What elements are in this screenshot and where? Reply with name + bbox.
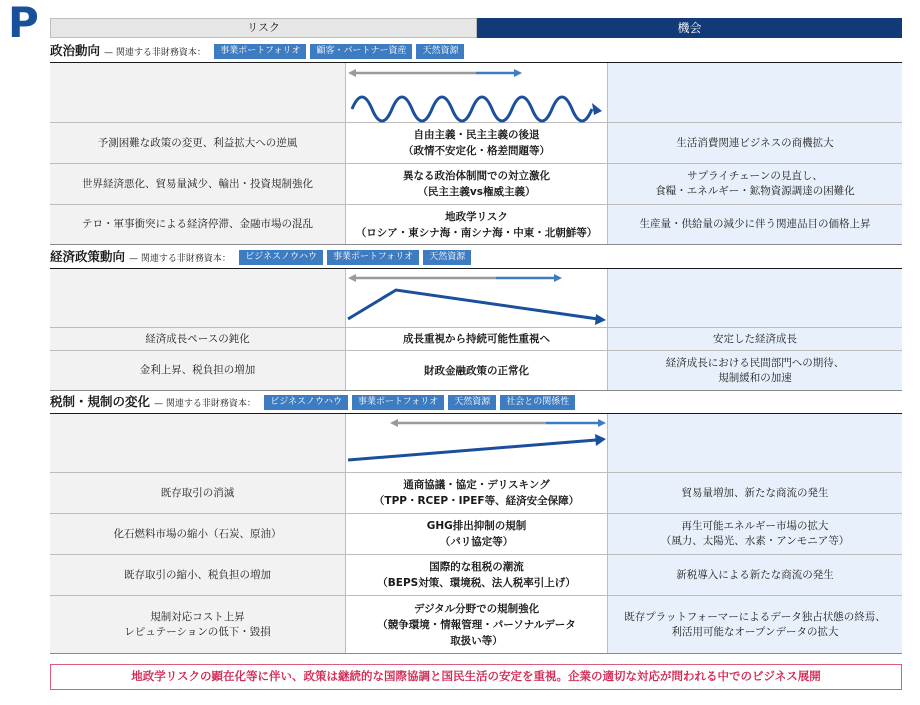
table-row <box>50 596 902 654</box>
capital-tag: ビジネスノウハウ <box>264 395 348 410</box>
capital-tag: 社会との関係性 <box>500 395 575 410</box>
tax-regulation-table <box>50 413 902 654</box>
risk-text: 既存取引の縮小、税負担の増加 <box>124 568 271 581</box>
trend-text: 通商協議・協定・デリスキング <box>403 479 550 491</box>
opportunity-text: 経済成長における民間部門への期待、 <box>665 356 845 369</box>
trend-row <box>50 414 902 473</box>
capital-tag: 天然資源 <box>448 395 496 410</box>
opportunity-cell <box>608 514 902 554</box>
opportunity-text: 貿易量増加、新たな商流の発生 <box>681 486 829 499</box>
section-heading: 政治動向 <box>50 43 101 58</box>
trend-cell <box>346 473 608 513</box>
summary-banner: 地政学リスクの顕在化等に伴い、政策は継続的な国際協調と国民生活の安定を重視。企業の適切な対応が問われる中でのビジネス展開 <box>50 664 902 690</box>
opportunity-cell <box>608 164 902 204</box>
opportunity-text: 食糧・エネルギー・鉱物資源調達の困難化 <box>655 185 855 197</box>
risk-cell <box>50 328 346 350</box>
trend-text: 財政金融政策の正常化 <box>424 364 529 377</box>
trend-cell <box>346 596 608 653</box>
trend-text: 取扱い等） <box>450 634 503 647</box>
capital-tag: 天然資源 <box>416 44 464 59</box>
risk-text: テロ・軍事衝突による経済停滞、金融市場の混乱 <box>82 218 313 230</box>
capital-tag: 事業ポートフォリオ <box>327 250 419 265</box>
table-row <box>50 555 902 596</box>
trend-cell <box>346 351 608 390</box>
risk-cell <box>50 205 346 244</box>
trend-cell <box>346 328 608 350</box>
risk-text: レピュテーションの低下・毀損 <box>124 625 271 638</box>
risk-text: 予測困難な政策の変更、利益拡大への逆風 <box>97 136 298 149</box>
table-row <box>50 205 902 245</box>
opportunity-cell <box>608 351 902 390</box>
trend-text: （TPP・RCEP・IPEF等、経済安全保障） <box>373 495 580 507</box>
trend-text: 国際的な租税の潮流 <box>429 561 524 573</box>
trend-risk-cell <box>50 414 346 472</box>
capital-tag: 事業ポートフォリオ <box>214 44 306 59</box>
opportunity-cell <box>608 328 902 350</box>
trend-text: （政情不安定化・格差問題等） <box>403 145 550 157</box>
opportunity-text: 利活用可能なオープンデータの拡大 <box>671 625 839 638</box>
trend-risk-cell <box>50 63 346 122</box>
opportunity-text: 生活消費関連ビジネスの商機拡大 <box>676 136 834 149</box>
opportunity-text: 規制緩和の加速 <box>718 371 792 384</box>
opportunity-text: 再生可能エネルギー市場の拡大 <box>681 520 829 532</box>
section-title-economic-policy <box>50 247 471 267</box>
peak-decline-trend-graphic <box>346 269 607 328</box>
risk-cell <box>50 555 346 595</box>
trend-graphic-cell <box>346 63 608 122</box>
section-heading: 税制・規制の変化 <box>50 394 151 409</box>
section-title-tax-regulation <box>50 392 575 412</box>
trend-cell <box>346 164 608 204</box>
opportunity-text: 新税導入による新たな商流の発生 <box>676 568 834 581</box>
trend-text: 異なる政治体制間での対立激化 <box>403 170 550 182</box>
opportunity-text: （風力、太陽光、水素・アンモニア等） <box>660 535 850 547</box>
economic-policy-table <box>50 268 902 391</box>
opportunity-text: サプライチェーンの見直し、 <box>687 170 823 182</box>
risk-cell <box>50 473 346 513</box>
section-title-politics <box>50 41 464 61</box>
trend-opp-cell <box>608 63 902 122</box>
table-row <box>50 351 902 391</box>
opportunity-cell <box>608 596 902 653</box>
table-row <box>50 328 902 351</box>
trend-graphic-cell <box>346 269 608 327</box>
trend-text: （パリ協定等） <box>439 536 514 548</box>
risk-text: 金利上昇、税負担の増加 <box>139 364 256 376</box>
trend-text: 地政学リスク <box>445 210 508 223</box>
trend-cell <box>346 555 608 595</box>
trend-opp-cell <box>608 414 902 472</box>
opportunity-header: 機会 <box>477 18 902 38</box>
trend-graphic-cell <box>346 414 608 472</box>
risk-text: 規制対応コスト上昇 <box>150 610 245 623</box>
trend-text: デジタル分野での規制強化 <box>413 602 540 615</box>
risk-cell <box>50 164 346 204</box>
risk-text: 化石燃料市場の縮小（石炭、原油） <box>113 527 282 540</box>
opportunity-text: 生産量・供給量の減少に伴う関連品目の価格上昇 <box>639 218 871 230</box>
section-subtitle: — 関連する非財務資本： <box>104 48 206 58</box>
risk-cell <box>50 514 346 554</box>
section-heading: 経済政策動向 <box>50 249 126 264</box>
opportunity-text: 安定した経済成長 <box>713 332 797 345</box>
risk-text: 世界経済悪化、貿易量減少、輸出・投資規制強化 <box>82 177 313 190</box>
table-row <box>50 473 902 514</box>
trend-text: （BEPS対策、環境税、法人税率引上げ） <box>377 577 576 589</box>
table-row <box>50 514 902 555</box>
capital-tag: 天然資源 <box>423 250 471 265</box>
trend-text: 成長重視から持続可能性重視へ <box>403 333 550 345</box>
trend-row <box>50 63 902 123</box>
opportunity-cell <box>608 555 902 595</box>
trend-cell <box>346 514 608 554</box>
risk-header: リスク <box>50 18 477 38</box>
trend-text: （ロシア・東シナ海・南シナ海・中東・北朝鮮等） <box>355 226 598 239</box>
trend-row <box>50 269 902 328</box>
trend-opp-cell <box>608 269 902 327</box>
politics-table <box>50 62 902 245</box>
capital-tags <box>214 44 464 59</box>
risk-text: 経済成長ペースの鈍化 <box>145 332 250 345</box>
opportunity-text: 既存プラットフォーマーによるデータ独占状態の終焉、 <box>624 610 886 623</box>
opportunity-cell <box>608 473 902 513</box>
opportunity-cell <box>608 123 902 163</box>
trend-text: GHG排出抑制の規制 <box>426 520 527 532</box>
trend-text: （競争環境・情報管理・パーソナルデータ <box>377 618 576 631</box>
risk-cell <box>50 351 346 390</box>
risk-text: 既存取引の消滅 <box>160 486 235 499</box>
section-letter: P <box>8 0 39 47</box>
capital-tags <box>264 395 575 410</box>
trend-cell <box>346 205 608 244</box>
section-subtitle: — 関連する非財務資本： <box>129 254 231 264</box>
capital-tag: ビジネスノウハウ <box>239 250 323 265</box>
risk-cell <box>50 123 346 163</box>
rising-trend-graphic <box>346 414 607 473</box>
section-subtitle: — 関連する非財務資本： <box>154 399 256 409</box>
capital-tag: 顧客・パートナー資産 <box>310 44 412 59</box>
opportunity-cell <box>608 205 902 244</box>
wave-trend-graphic <box>346 63 607 123</box>
table-row <box>50 164 902 205</box>
trend-text: 自由主義・民主主義の後退 <box>413 129 540 141</box>
trend-cell <box>346 123 608 163</box>
risk-cell <box>50 596 346 653</box>
trend-text: （民主主義vs権威主義） <box>417 186 536 198</box>
capital-tags <box>239 250 471 265</box>
capital-tag: 事業ポートフォリオ <box>352 395 444 410</box>
table-row <box>50 123 902 164</box>
trend-risk-cell <box>50 269 346 327</box>
